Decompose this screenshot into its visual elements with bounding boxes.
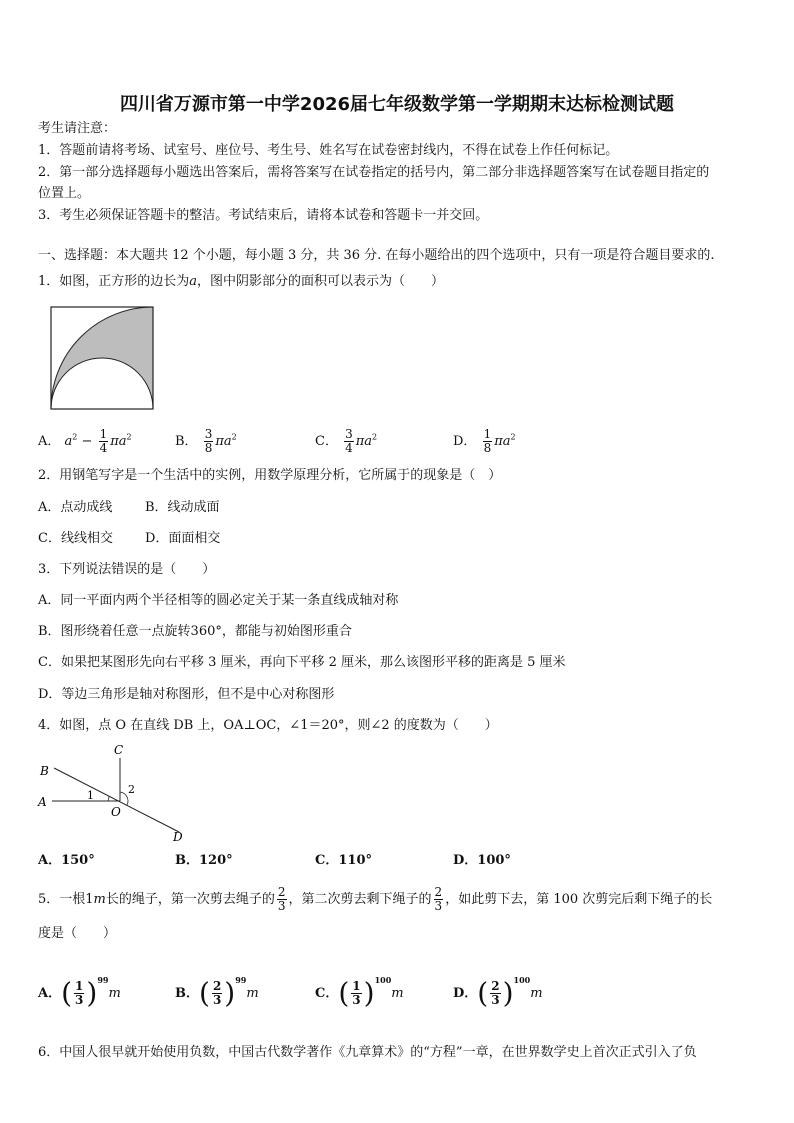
section-heading: 一、选择题：本大题共 12 个小题，每小题 3 分，共 36 分. 在每小题给出的四个选项中，只有一项是符合题目要求的.	[38, 248, 715, 263]
q5-option-c: C．( $\frac{1}{3}$ )$^{100}$m	[315, 975, 404, 1010]
q2-option-c: C．线线相交	[38, 531, 113, 546]
q4-label-b: B	[40, 764, 49, 778]
page-title: 四川省万源市第一中学2026届七年级数学第一学期期末达标检测试题	[119, 94, 675, 115]
q2-option-d: D．面面相交	[145, 531, 221, 546]
q2-option-b: B．线动成面	[145, 500, 220, 515]
q1-option-a: A． $a^2$ − $\frac{1}{4}$ $\pi a^2$	[38, 427, 132, 455]
notice-item-2: 2．第一部分选择题每小题选出答案后，需将答案写在试卷指定的括号内，第二部分非选择题答案写在试卷题目指定的	[38, 165, 710, 180]
q3-option-a: A．同一平面内两个半径相等的圆必定关于某一条直线成轴对称	[38, 593, 399, 608]
q4-stem: 4．如图，点 O 在直线 DB 上，OA⊥OC，∠1＝20°，则∠2 的度数为（ ）	[38, 718, 498, 733]
notice-item-1: 1．答题前请将考场、试室号、座位号、考生号、姓名写在试卷密封线内，不得在试卷上作任何标记。	[38, 143, 619, 158]
q1-option-b: B． $\frac{3}{8}$ $\pi a^2$	[175, 427, 237, 455]
q3-stem: 3．下列说法错误的是（ ）	[38, 562, 216, 577]
notice-item-2-cont: 位置上。	[38, 186, 91, 201]
q4-angle-2: 2	[128, 783, 135, 796]
q3-option-c: C．如果把某图形先向右平移 3 厘米，再向下平移 2 厘米，那么该图形平移的距离是 5 厘米	[38, 655, 566, 670]
q1-option-d: D． $\frac{1}{8}$ $\pi a^2$	[453, 427, 516, 455]
q2-option-a: A．点动成线	[38, 500, 113, 515]
q5-option-b: B．( $\frac{2}{3}$ )$^{99}$m	[175, 975, 259, 1010]
notice-heading: 考生请注意：	[38, 121, 117, 136]
q4-label-c: C	[114, 743, 124, 757]
q5-option-a: A．( $\frac{1}{3}$ )$^{99}$m	[38, 975, 121, 1010]
q5-stem-cont: 度是（ ）	[38, 926, 117, 941]
q5-stem: 5．一根1m长的绳子，第一次剪去绳子的 $\frac{2}{3}$ ，第二次剪去剩下绳子的 $\frac{2}{3}$ ，如此剪下去，第 100 次剪完后剩下绳子的长	[38, 885, 713, 913]
q4-label-d: D	[173, 830, 183, 844]
q4-option-b: B．120°	[175, 853, 233, 868]
q3-option-b: B．图形绕着任意一点旋转360°，都能与初始图形重合	[38, 624, 352, 639]
q2-stem: 2．用钢笔写字是一个生活中的实例，用数学原理分析，它所属于的现象是（ ）	[38, 468, 502, 483]
q1-option-c: C． $\frac{3}{4}$ $\pi a^2$	[315, 427, 378, 455]
q4-angle-1: 1	[87, 789, 94, 802]
q6-stem: 6．中国人很早就开始使用负数，中国古代数学著作《九章算术》的“方程”一章，在世界数学史上首次正式引入了负	[38, 1045, 697, 1060]
q5-option-d: D．( $\frac{2}{3}$ )$^{100}$m	[453, 975, 543, 1010]
q4-angle-figure	[34, 740, 194, 844]
q3-option-d: D．等边三角形是轴对称图形，但不是中心对称图形	[38, 687, 335, 702]
q1-stem: 1．如图，正方形的边长为a，图中阴影部分的面积可以表示为（ ）	[38, 274, 445, 289]
q4-label-a: A	[38, 795, 47, 809]
q4-option-d: D．100°	[453, 853, 511, 868]
q4-option-a: A．150°	[38, 853, 95, 868]
q1-square-figure	[50, 306, 154, 410]
notice-item-3: 3．考生必须保证答题卡的整洁。考试结束后，请将本试卷和答题卡一并交回。	[38, 208, 489, 223]
q4-option-c: C．110°	[315, 853, 372, 868]
q4-label-o: O	[111, 805, 121, 819]
